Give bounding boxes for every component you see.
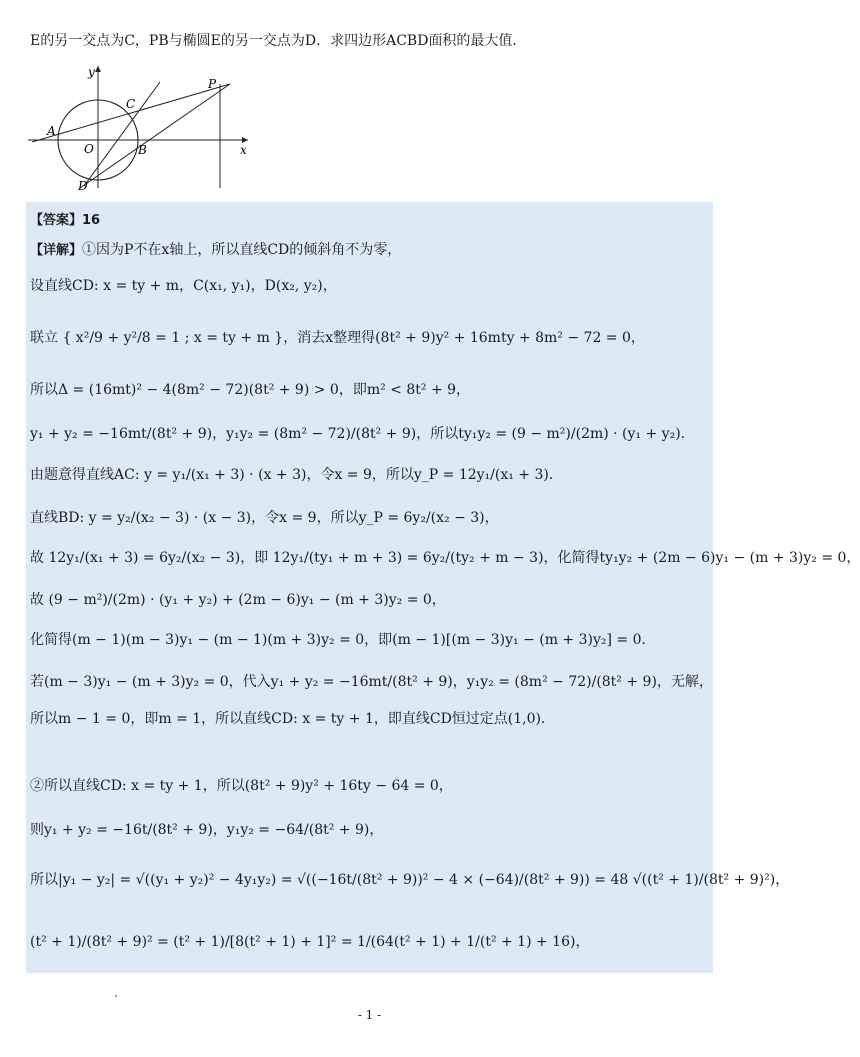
page-number: - 1 - [357,1008,382,1022]
line-CD [84,82,160,186]
geometry-figure [26,62,266,194]
solution-line-12: 所以m − 1 = 0，即m = 1，所以直线CD: x = ty + 1，即直线CD恒过定点(1,0)． [30,711,555,727]
label-C: C [126,97,136,111]
problem-intro-text: E的另一交点为C，PB与椭圆E的另一交点为D．求四边形ACBD面积的最大值． [30,33,527,49]
answer-line [30,210,100,231]
solution-line-1 [30,240,401,261]
solution-tag: 【详解】 [30,243,83,258]
label-B: B [138,143,147,157]
solution-line-4: 所以Δ = (16mt)² − 4(8m² − 72)(8t² + 9) > 0，即m² < 8t² + 9， [30,382,471,398]
line-BP [80,84,230,188]
answer-box [26,202,860,973]
answer-value: 16 [82,213,101,228]
label-y: y [88,65,95,79]
solution-line-13: ②所以直线CD: x = ty + 1，所以(8t² + 9)y² + 16ty − 64 = 0， [30,778,453,794]
decorative-dot [115,995,117,997]
label-D: D [78,179,88,193]
solution-line-10: 化简得(m − 1)(m − 3)y₁ − (m − 1)(m + 3)y₂ = 0，即(m − 1)[(m − 3)y₁ − (m + 3)y₂] = 0． [30,632,656,648]
solution-line-16: (t² + 1)/(8t² + 9)² = (t² + 1)/[8(t² + 1) + 1]² = 1/(64(t² + 1) + 1/(t² + 1) + 16)， [30,934,590,950]
solution-line-14: 则y₁ + y₂ = −16t/(8t² + 9)，y₁y₂ = −64/(8t² + 9)， [30,822,384,838]
solution-line-15: 所以|y₁ − y₂| = √((y₁ + y₂)² − 4y₁y₂) = √((−16t/(8t² + 9))² − 4 × (−64)/(8t² + 9)) = 48 √((t² + 1)/(8t² + 9)²)， [30,872,790,888]
solution-line-8: 故 12y₁/(x₁ + 3) = 6y₂/(x₂ − 3)，即 12y₁/(ty₁ + m + 3) = 6y₂/(ty₂ + m − 3)，化简得ty₁y₂ + (2m − 6)y₁ − (m + 3)y₂ = 0， [30,550,860,566]
solution-line-11: 若(m − 3)y₁ − (m + 3)y₂ = 0，代入y₁ + y₂ = −16mt/(8t² + 9)，y₁y₂ = (8m² − 72)/(8t² + 9)，无解， [30,674,713,690]
solution-line-9: 故 (9 − m²)/(2m) · (y₁ + y₂) + (2m − 6)y₁ − (m + 3)y₂ = 0， [30,592,446,608]
solution-line-5: y₁ + y₂ = −16mt/(8t² + 9)，y₁y₂ = (8m² − 72)/(8t² + 9)，所以ty₁y₂ = (9 − m²)/(2m) · (y₁ + y₂)． [30,426,695,442]
solution-line-7: 直线BD: y = y₂/(x₂ − 3) · (x − 3)，令x = 9，所以y_P = 6y₂/(x₂ − 3)， [30,510,499,526]
solution-text-1: ①因为P不在x轴上，所以直线CD的倾斜角不为零， [82,242,402,258]
line-AP [32,84,230,142]
label-A: A [47,124,56,138]
y-axis-arrow [95,66,101,72]
solution-line-2: 设直线CD: x = ty + m，C(x₁, y₁)，D(x₂, y₂)， [30,278,337,294]
label-x: x [240,143,247,157]
label-O: O [84,142,94,156]
solution-line-3: 联立 { x²/9 + y²/8 = 1 ; x = ty + m }，消去x整理得(8t² + 9)y² + 16mty + 8m² − 72 = 0， [30,330,645,346]
label-P: P [208,77,217,91]
solution-line-6: 由题意得直线AC: y = y₁/(x₁ + 3) · (x + 3)，令x = 9，所以y_P = 12y₁/(x₁ + 3)． [30,467,563,483]
answer-tag: 【答案】 [30,213,83,228]
